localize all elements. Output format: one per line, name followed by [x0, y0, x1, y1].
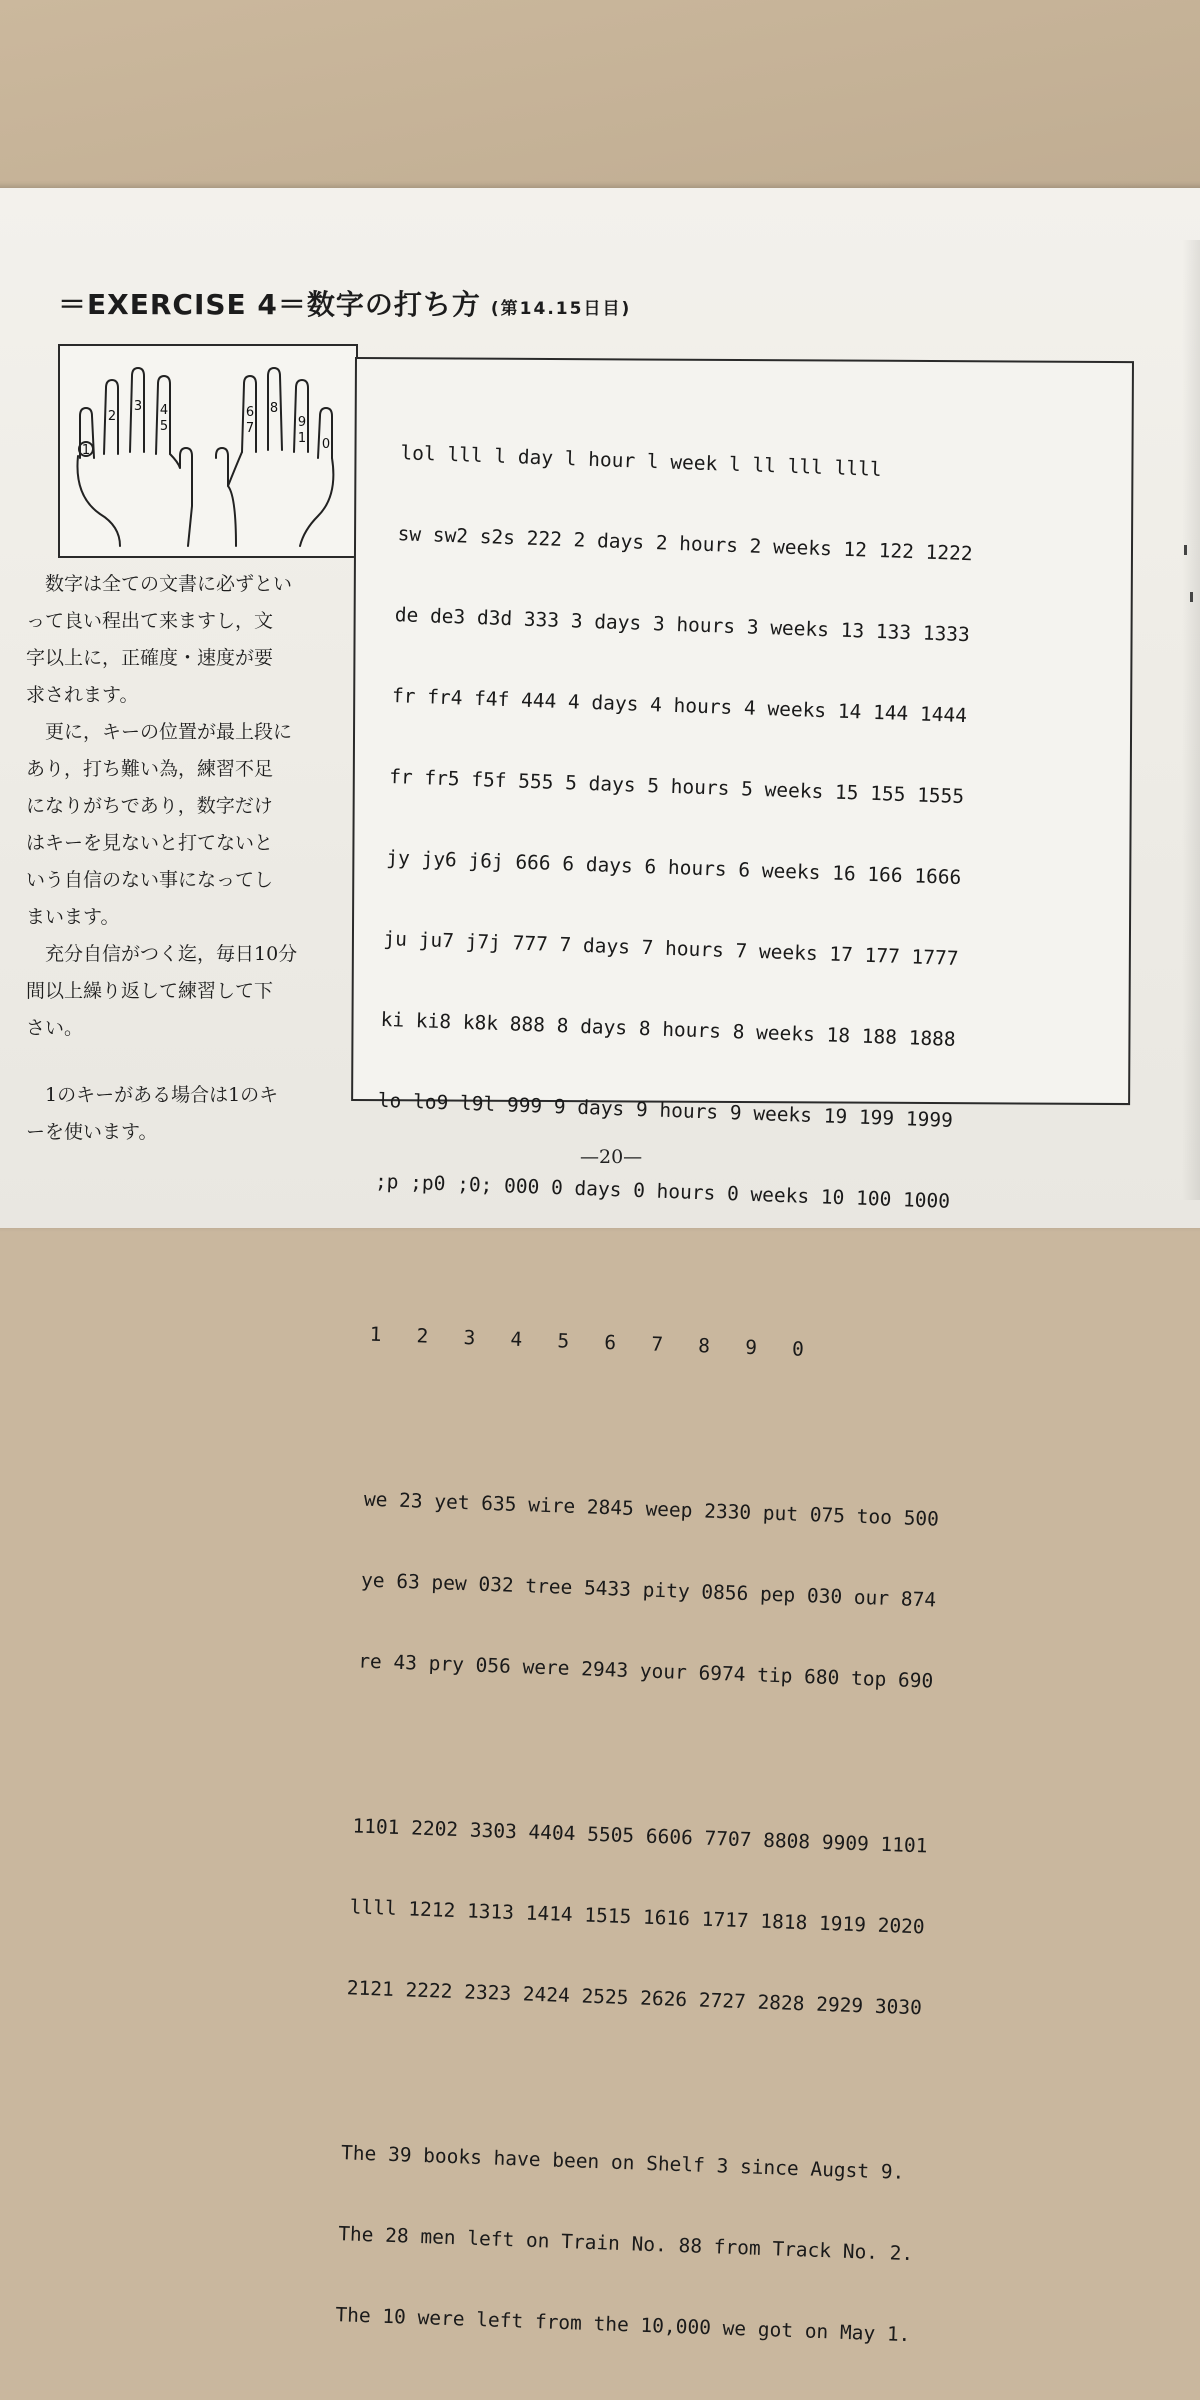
note-line: 1のキーがある場合は1のキ: [26, 1084, 279, 1106]
drill-row: de de3 d3d 333 3 days 3 hours 3 weeks 13 133 1333: [394, 603, 971, 647]
drill-row: sw sw2 s2s 222 2 days 2 hours 2 weeks 12 122 1222: [397, 522, 973, 566]
description-line: 求されます。: [26, 684, 139, 706]
description-text: [26, 566, 346, 1151]
finger-label: 8: [269, 401, 279, 416]
right-thumb: [216, 448, 236, 546]
hands-diagram: [58, 344, 358, 558]
description-line: いう自信のない事になってし: [26, 869, 274, 891]
word-row: we 23 yet 635 wire 2845 weep 2330 put 075 too 500: [363, 1487, 940, 1531]
finger-label: 6: [245, 405, 255, 420]
note-line: ーを使います。: [26, 1121, 158, 1143]
spacer: [355, 1728, 931, 1778]
finger-label: 7: [245, 421, 255, 436]
finger-label: 5: [159, 419, 169, 434]
right-web: [228, 452, 242, 486]
page-title: [58, 283, 631, 323]
left-thumb: [170, 448, 192, 546]
word-row: ye 63 pew 032 tree 5433 pity 0856 pep 030 our 874: [360, 1568, 937, 1612]
finger-label: 4: [159, 403, 169, 418]
hands-illustration: [60, 346, 356, 556]
key-row: 1 2 3 4 5 6 7 8 9 0: [369, 1322, 805, 1361]
description-line: あり，打ち難い為，練習不足: [26, 758, 274, 780]
description-line: 充分自信がつく迄，毎日10分: [26, 943, 298, 965]
description-line: はキーを見ないと打てないと: [26, 832, 274, 854]
drill-row: lol lll l day l hour l week l ll lll llll: [400, 441, 882, 482]
spacer: [372, 1249, 948, 1287]
table-surface: [0, 0, 1200, 220]
sentence-row: The 28 men left on Train No. 88 from Track No. 2.: [337, 2222, 914, 2266]
drill-row: lo lo9 l9l 999 9 days 9 hours 9 weeks 19 199 1999: [377, 1088, 954, 1132]
finger-label: 2: [107, 409, 117, 424]
number-row: 2121 2222 2323 2424 2525 2626 2727 2828 2929 3030: [346, 1976, 923, 2020]
exercise-box: [335, 357, 1134, 2347]
spacer: [343, 2055, 919, 2105]
description-line: 数字は全ての文書に必ずとい: [26, 573, 293, 595]
description-line: って良い程出て来ますし，文: [26, 610, 274, 632]
drill-row: ki ki8 k8k 888 8 days 8 hours 8 weeks 18 188 1888: [380, 1007, 957, 1051]
title-subtitle: (第14.15日目): [490, 299, 632, 319]
drill-row: fr fr4 f4f 444 4 days 4 hours 4 weeks 14 144 1444: [391, 684, 968, 728]
drill-row: ju ju7 j7j 777 7 days 7 hours 7 weeks 17 177 1777: [383, 926, 959, 970]
description-line: さい。: [26, 1017, 84, 1039]
description-line: になりがちであり，数字だけ: [26, 795, 273, 817]
description-line: 間以上繰り返して練習して下: [26, 980, 274, 1002]
title-main: ＝EXERCISE 4＝数字の打ち方: [58, 288, 481, 321]
description-line: 字以上に，正確度・速度が要: [26, 647, 274, 669]
sentence-row: The 10 were left from the 10,000 we got on May 1.: [335, 2303, 911, 2347]
margin-mark: [1184, 545, 1187, 555]
drill-row: ;p ;p0 ;0; 000 0 days 0 hours 0 weeks 10 100 1000: [374, 1169, 951, 1213]
description-note: [26, 1077, 346, 1151]
right-palm-outer: [300, 458, 333, 546]
finger-label: 9: [297, 415, 307, 430]
finger-label: 0: [321, 437, 331, 452]
sentence-row: The 39 books have been on Shelf 3 since Augst 9.: [340, 2141, 905, 2184]
finger-label: 3: [133, 399, 143, 414]
word-row: re 43 pry 056 were 2943 your 6974 tip 680 top 690: [357, 1649, 934, 1693]
finger-label: 1: [81, 443, 91, 458]
drill-row: jy jy6 j6j 666 6 days 6 hours 6 weeks 16 166 1666: [385, 845, 962, 890]
number-row: 1101 2202 3303 4404 5505 6606 7707 8808 9909 1101: [352, 1814, 928, 1858]
description-line: 更に，キーの位置が最上段に: [26, 721, 293, 743]
description-body: [26, 566, 346, 1047]
spacer: [366, 1402, 942, 1452]
margin-mark: [1190, 592, 1193, 602]
finger-label: 1: [297, 431, 307, 446]
drill-row: fr fr5 f5f 555 5 days 5 hours 5 weeks 15 155 1555: [388, 765, 965, 809]
description-line: まいます。: [26, 906, 120, 928]
exercise-text: [333, 385, 978, 2400]
number-row: llll 1212 1313 1414 1515 1616 1717 1818 1919 2020: [349, 1895, 926, 1939]
left-palm-outer: [77, 456, 120, 546]
page-number: —20—: [580, 1146, 643, 1168]
page-edge-shadow: [1182, 240, 1200, 1200]
